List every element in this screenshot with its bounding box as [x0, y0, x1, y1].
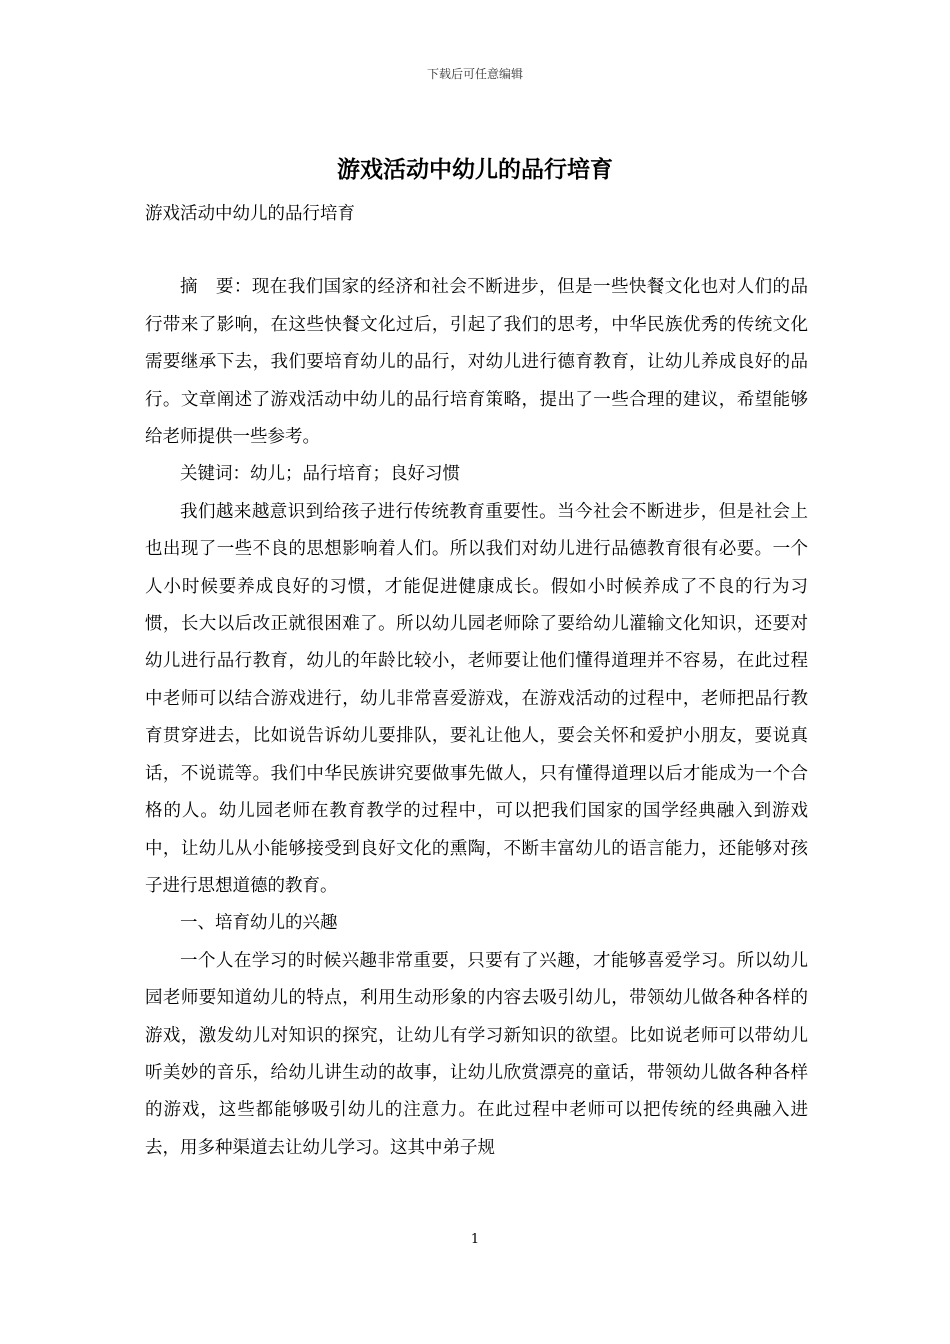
- document-title: 游戏活动中幼儿的品行培育: [337, 156, 613, 183]
- document-subtitle: 游戏活动中幼儿的品行培育: [145, 204, 355, 224]
- document-body: [145, 196, 808, 1167]
- keywords-line: 关键词：幼儿；品行培育；良好习惯: [180, 464, 460, 485]
- section-heading: 一、培育幼儿的兴趣: [180, 913, 338, 934]
- page-number: 1: [470, 1232, 480, 1247]
- page-header-note: 下载后可任意编辑: [426, 67, 523, 81]
- abstract-paragraph: 摘 要：现在我们国家的经济和社会不断进步，但是一些快餐文化也对人们的品行带来了影响，在这些快餐文化过后，引起了我们的思考，中华民族优秀的传统文化需要继承下去，我们要培育幼儿的品行，对幼儿进行德育教育，让幼儿养成良好的品行。文章阐述了游戏活动中幼儿的品行培育策略，提出了一些合理的建议，希望能够给老师提供一些参考。: [145, 277, 808, 448]
- body-paragraph-1: 我们越来越意识到给孩子进行传统教育重要性。当今社会不断进步，但是社会上也出现了一些不良的思想影响着人们。所以我们对幼儿进行品德教育很有必要。一个人小时候要养成良好的习惯，才能促进健康成长。假如小时候养成了不良的行为习惯，长大以后改正就很困难了。所以幼儿园老师除了要给幼儿灌输文化知识，还要对幼儿进行品行教育，幼儿的年龄比较小，老师要让他们懂得道理并不容易，在此过程中老师可以结合游戏进行，幼儿非常喜爱游戏，在游戏活动的过程中，老师把品行教育贯穿进去，比如说告诉幼儿要排队，要礼让他人，要会关怀和爱护小朋友，要说真话，不说谎等。我们中华民族讲究要做事先做人，只有懂得道理以后才能成为一个合格的人。幼儿园老师在教育教学的过程中，可以把我们国家的国学经典融入到游戏中，让幼儿从小能够接受到良好文化的熏陶，不断丰富幼儿的语言能力，还能够对孩子进行思想道德的教育。: [145, 501, 808, 896]
- body-paragraph-2: 一个人在学习的时候兴趣非常重要，只要有了兴趣，才能够喜爱学习。所以幼儿园老师要知道幼儿的特点，利用生动形象的内容去吸引幼儿，带领幼儿做各种各样的游戏，激发幼儿对知识的探究，让幼儿有学习新知识的欲望。比如说老师可以带幼儿听美妙的音乐，给幼儿讲生动的故事，让幼儿欣赏漂亮的童话，带领幼儿做各种各样的游戏，这些都能够吸引幼儿的注意力。在此过程中老师可以把传统的经典融入进去，用多种渠道去让幼儿学习。这其中弟子规: [145, 950, 808, 1158]
